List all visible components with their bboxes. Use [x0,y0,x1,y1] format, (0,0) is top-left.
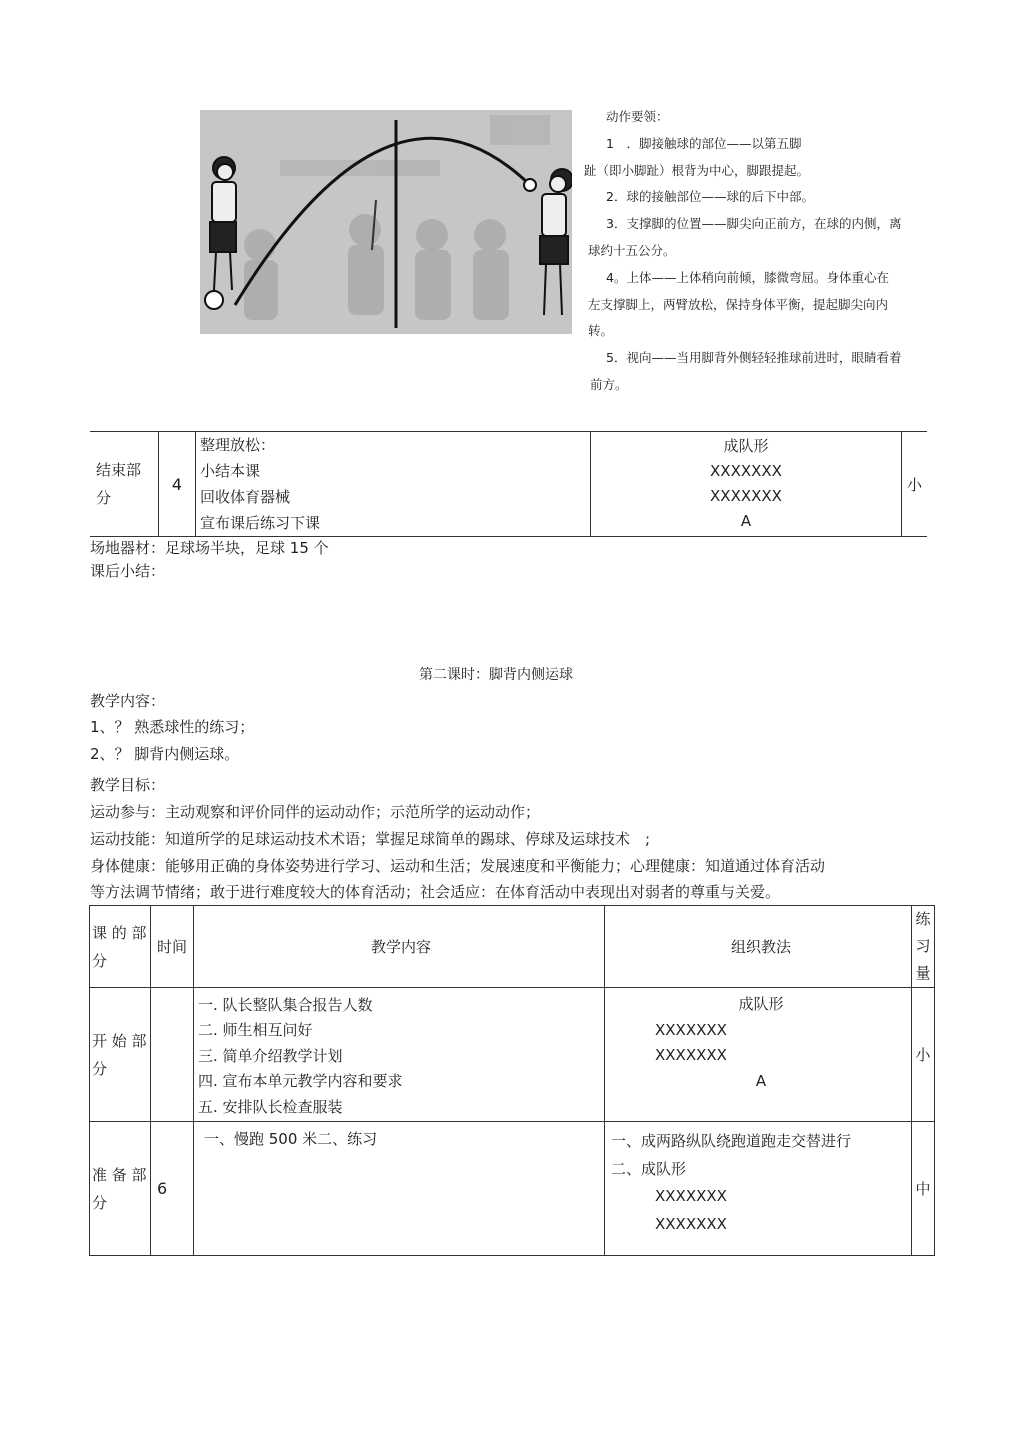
org-cell [605,988,912,1122]
header-label: 量 [915,964,931,982]
action-points [584,104,944,399]
part-label: 分 [96,489,112,507]
table-row [90,988,935,1122]
content-item: 1、？ 熟悉球性的练习； [90,718,255,736]
point-line: 球约十五公分。 [588,242,676,258]
table-header-row [90,906,935,988]
point-line: 趾（即小脚趾）根背为中心，脚跟提起。 [584,162,810,178]
formation-row: XXXXXXX [655,1020,727,1039]
point-line: 左支撑脚上，两臂放松，保持身体平衡，提起脚尖向内 [588,296,889,312]
part-label: 分 [92,1193,108,1212]
org-line: 成队形 [723,437,769,455]
content-item: 五. 安排队长检查服装 [198,1097,343,1116]
equipment-text: 场地器材：足球场半块，足球 15 个 [90,539,329,557]
org-cell [605,1122,912,1256]
end-part-table [90,431,927,537]
org-line: XXXXXXX [710,462,782,480]
goal-line: 等方法调节情绪；敢于进行难度较大的体育活动；社会适应：在体育活动中表现出对弱者的尊重与关爱。 [90,883,781,901]
header-label: 练 [915,910,931,928]
content-item: 二. 师生相互问好 [198,1021,313,1040]
part-label: 准 备 部 [92,1165,147,1184]
content-cell: 一、慢跑 500 米二、练习 [194,1122,605,1256]
content-item: 2、？ 脚背内侧运球。 [90,745,240,763]
org-title: 成队形 [738,995,784,1013]
header-amount [912,906,935,988]
part-cell [90,432,159,537]
point-line: 前方。 [590,376,628,392]
point-line: 3．支撑脚的位置——脚尖向正前方，在球的内侧，离 [606,216,902,232]
org-line: XXXXXXX [710,487,782,505]
table-row [90,432,927,537]
amount-cell: 中 [912,1122,935,1256]
content-cell [194,988,605,1122]
content-cell [196,432,591,537]
summary-text: 课后小结： [90,562,166,580]
leader-marker: A [755,1071,767,1090]
org-line: 一、成两路纵队绕跑道跑走交替进行 [611,1132,852,1150]
goal-line: 身体健康：能够用正确的身体姿势进行学习、运动和生活；发展速度和平衡能力；心理健康：知道通过体育活动 [90,857,826,875]
time-cell [151,988,194,1122]
points-heading: 动作要领： [606,109,669,124]
content-item: 回收体育器械 [200,488,291,506]
formation-row: XXXXXXX [655,1187,727,1205]
header-part [90,906,151,988]
point-line: 转。 [588,323,614,339]
part-label: 开 始 部 [92,1031,147,1050]
org-line: 二、成队形 [611,1159,687,1178]
formation-row: XXXXXXX [655,1214,727,1233]
header-org: 组织教法 [605,906,912,988]
content-item: 一. 队长整队集合报告人数 [198,995,373,1014]
org-line: A [740,512,752,530]
amount-cell: 小 [912,988,935,1122]
content-item: 整理放松： [200,436,276,454]
point-line: 2．球的接触部位——球的后下中部。 [606,189,814,205]
content-item: 宣布课后练习下课 [200,514,321,532]
point-line: 4。上体——上体稍向前倾，膝微弯屈。身体重心在 [606,269,889,285]
part-cell [90,988,151,1122]
lesson-plan-table [89,905,935,1256]
goal-line: 运动参与：主动观察和评价同伴的运动动作；示范所学的运动动作； [90,803,541,821]
content-item: 三. 简单介绍教学计划 [198,1046,343,1065]
content-item: 四. 宣布本单元教学内容和要求 [198,1072,403,1091]
content-item: 小结本课 [200,462,261,480]
goal-heading: 教学目标： [90,776,166,794]
header-time: 时间 [151,906,194,988]
lesson-title: 第二课时：脚背内侧运球 [419,667,573,683]
formation-row: XXXXXXX [655,1046,727,1064]
header-label: 课 的 部 [92,923,147,942]
org-cell [591,432,902,537]
content-heading: 教学内容： [90,692,166,710]
point-line: 5．视向——当用脚背外侧轻轻推球前进时，眼睛看着 [606,350,902,366]
header-label: 分 [92,951,108,970]
part-label: 分 [92,1059,108,1078]
table-row [90,1122,935,1256]
time-cell: 6 [151,1122,194,1256]
kicking-illustration [200,110,572,334]
amount-cell: 小 [902,432,928,537]
header-content: 教学内容 [194,906,605,988]
time-cell: 4 [159,432,196,537]
part-label: 结束部 [96,461,142,479]
goal-line: 运动技能：知道所学的足球运动技术术语；掌握足球简单的踢球、停球及运球技术 ; [90,830,651,848]
point-line: 1 ．脚接触球的部位——以第五脚 [606,135,802,151]
header-label: 习 [915,937,931,955]
part-cell [90,1122,151,1256]
